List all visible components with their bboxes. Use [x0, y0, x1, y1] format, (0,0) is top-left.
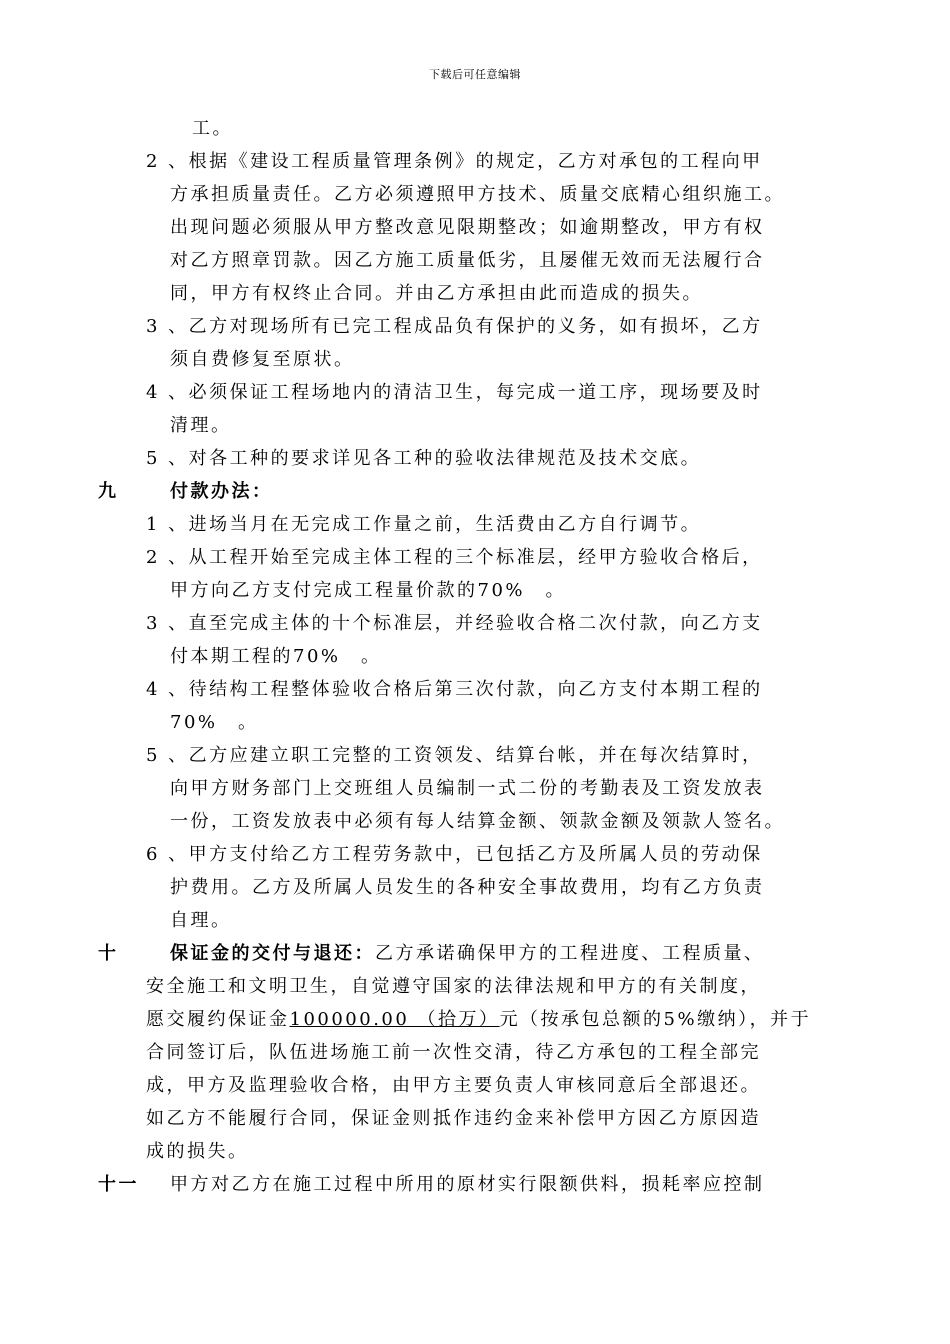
text-line: [146, 541, 763, 574]
text-run: 付本期工程的70% 。: [170, 646, 382, 667]
text-line: [98, 475, 119, 508]
text-line: [170, 409, 232, 442]
text-run: 甲方向乙方支付完成工程量价款的70% 。: [170, 580, 567, 601]
text-run: 4 、必须保证工程场地内的清洁卫生，每完成一道工序，现场要及时: [146, 382, 763, 403]
text-run: 70% 。: [170, 712, 259, 733]
text-line: [170, 706, 259, 739]
text-line: [170, 805, 785, 838]
text-run: 元（按承包总额的5%缴纳），并于: [499, 1009, 812, 1030]
section-heading: 九: [98, 481, 119, 502]
page-header-note: 下载后可任意编辑: [429, 68, 521, 81]
text-run: 方承担质量责任。乙方必须遵照甲方技术、质量交底精心组织施工。: [170, 184, 785, 205]
text-run: 乙方承诺确保甲方的工程进度、工程质量、: [375, 943, 765, 964]
text-run: 2 、根据《建设工程质量管理条例》的规定，乙方对承包的工程向甲: [146, 151, 763, 172]
text-line: [146, 1036, 761, 1069]
underlined-amount: 100000.00 （拾万）: [289, 1009, 500, 1030]
text-line: [146, 739, 763, 772]
text-run: 如乙方不能履行合同，保证金则抵作违约金来补偿甲方因乙方原因造: [146, 1108, 761, 1129]
text-run: 自理。: [170, 910, 232, 931]
text-line: [146, 310, 763, 343]
section-heading: 保证金的交付与退还：: [170, 943, 375, 964]
text-line: [146, 1069, 761, 1102]
text-run: 甲方对乙方在施工过程中所用的原材实行限额供料，损耗率应控制: [170, 1174, 765, 1195]
text-run: 合同签订后，队伍进场施工前一次性交清，待乙方承包的工程全部完: [146, 1042, 761, 1063]
text-line: [170, 640, 382, 673]
text-line: [146, 1102, 761, 1135]
text-line: [170, 475, 273, 508]
text-line: [170, 904, 232, 937]
text-line: [146, 673, 763, 706]
text-line: [170, 937, 765, 970]
text-line: [170, 178, 785, 211]
text-run: 3 、直至完成主体的十个标准层，并经验收合格二次付款，向乙方支: [146, 613, 763, 634]
text-run: 安全施工和文明卫生，自觉遵守国家的法律法规和甲方的有关制度，: [146, 976, 761, 997]
text-line: [146, 376, 763, 409]
text-line: [146, 838, 763, 871]
text-run: 成，甲方及监理验收合格，由甲方主要负责人审核同意后全部退还。: [146, 1075, 761, 1096]
text-run: 同，甲方有权终止合同。并由乙方承担由此而造成的损失。: [170, 283, 703, 304]
text-line: [146, 508, 701, 541]
text-line: [170, 574, 566, 607]
text-run: 1 、进场当月在无完成工作量之前，生活费由乙方自行调节。: [146, 514, 702, 535]
text-line: [146, 607, 763, 640]
text-run: 4 、待结构工程整体验收合格后第三次付款，向乙方支付本期工程的: [146, 679, 763, 700]
text-run: 愿交履约保证金: [146, 1009, 290, 1030]
text-line: [170, 277, 703, 310]
text-run: 5 、乙方应建立职工完整的工资领发、结算台帐，并在每次结算时，: [146, 745, 763, 766]
text-run: 护费用。乙方及所属人员发生的各种安全事故费用，均有乙方负责: [170, 877, 765, 898]
text-line: [170, 244, 765, 277]
text-line: [192, 112, 233, 145]
text-run: 6 、甲方支付给乙方工程劳务款中，已包括乙方及所属人员的劳动保: [146, 844, 763, 865]
text-run: 清理。: [170, 415, 232, 436]
text-run: 须自费修复至原状。: [170, 349, 355, 370]
section-heading: 十: [98, 943, 119, 964]
text-run: 5 、对各工种的要求详见各工种的验收法律规范及技术交底。: [146, 448, 702, 469]
text-run: 3 、乙方对现场所有已完工程成品负有保护的义务，如有损坏，乙方: [146, 316, 763, 337]
text-line: [170, 211, 765, 244]
text-run: 一份，工资发放表中必须有每人结算金额、领款金额及领款人签名。: [170, 811, 785, 832]
text-line: [170, 871, 765, 904]
text-run: 出现问题必须服从甲方整改意见限期整改；如逾期整改，甲方有权: [170, 217, 765, 238]
text-run: 工。: [192, 118, 233, 139]
text-line: [146, 442, 701, 475]
text-line: [170, 343, 355, 376]
section-heading: 付款办法：: [170, 481, 273, 502]
text-run: 2 、从工程开始至完成主体工程的三个标准层，经甲方验收合格后，: [146, 547, 763, 568]
text-run: 向甲方财务部门上交班组人员编制一式二份的考勤表及工资发放表: [170, 778, 765, 799]
text-line: [98, 1168, 139, 1201]
text-line: [146, 970, 761, 1003]
text-run: 对乙方照章罚款。因乙方施工质量低劣，且屡催无效而无法履行合: [170, 250, 765, 271]
text-run: 成的损失。: [146, 1141, 249, 1162]
text-line: [146, 1003, 811, 1036]
section-heading: 十一: [98, 1174, 139, 1195]
text-line: [146, 145, 763, 178]
text-line: [170, 1168, 765, 1201]
text-line: [170, 772, 765, 805]
text-line: [98, 937, 119, 970]
text-line: [146, 1135, 249, 1168]
